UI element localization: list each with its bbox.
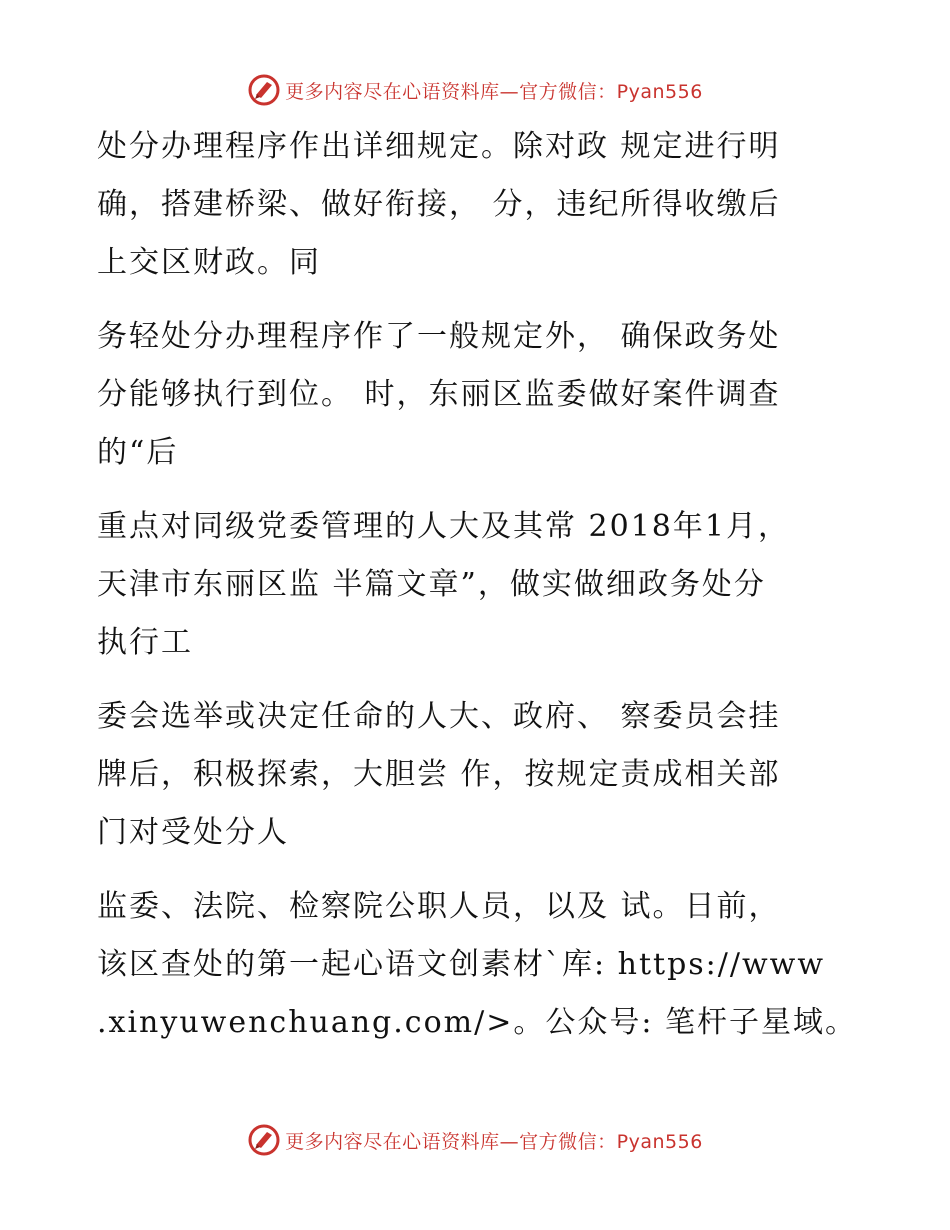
paragraph-1 (97, 118, 857, 292)
paragraph-line: 委会选举或决定任命的人大、政府、 察委员会挂 (97, 699, 781, 734)
header-banner (0, 70, 950, 110)
paragraph-line: 确，搭建桥梁、做好衔接， 分，违纪所得收缴后 (97, 187, 781, 222)
paragraph-line: 上交区财政。同 (97, 245, 321, 280)
paragraph-line: 处分办理程序作出详细规定。除对政 规定进行明 (97, 129, 781, 164)
paragraph-4 (97, 688, 857, 862)
header-banner-tail: 官方微信：Pyan556 (519, 80, 703, 103)
footer-banner-text (285, 1127, 703, 1154)
paragraph-3 (97, 498, 857, 672)
paragraph-line: 重点对同级党委管理的人大及其常 2018年1月， (97, 509, 790, 544)
footer-banner-tail: 官方微信：Pyan556 (519, 1130, 703, 1153)
document-body (97, 118, 857, 1068)
footer-banner-separator: — (499, 1130, 520, 1153)
paragraph-line: 分能够执行到位。 时，东丽区监委做好案件调查 (97, 377, 781, 412)
brand-logo-icon (247, 73, 281, 107)
footer-banner (0, 1120, 950, 1160)
header-banner-text (285, 77, 703, 104)
paragraph-5 (97, 878, 857, 1052)
paragraph-line: .xinyuwenchuang.com/>。公众号: 笔杆子星域。 (97, 1005, 857, 1040)
paragraph-line: 监委、法院、检察院公职人员，以及 试。日前， (97, 889, 781, 924)
paragraph-line: 务轻处分办理程序作了一般规定外， 确保政务处 (97, 319, 781, 354)
header-banner-separator: — (499, 80, 520, 103)
footer-banner-main: 更多内容尽在心语资料库 (285, 1130, 500, 1153)
paragraph-line: 该区查处的第一起心语文创素材`库: https://www (97, 947, 826, 982)
header-banner-main: 更多内容尽在心语资料库 (285, 80, 500, 103)
paragraph-line: 牌后，积极探索，大胆尝 作，按规定责成相关部 (97, 757, 781, 792)
paragraph-line: 执行工 (97, 625, 193, 660)
paragraph-line: 的“后 (97, 435, 179, 470)
paragraph-2 (97, 308, 857, 482)
brand-logo-icon (247, 1123, 281, 1157)
paragraph-line: 天津市东丽区监 半篇文章”，做实做细政务处分 (97, 567, 766, 602)
paragraph-line: 门对受处分人 (97, 815, 289, 850)
